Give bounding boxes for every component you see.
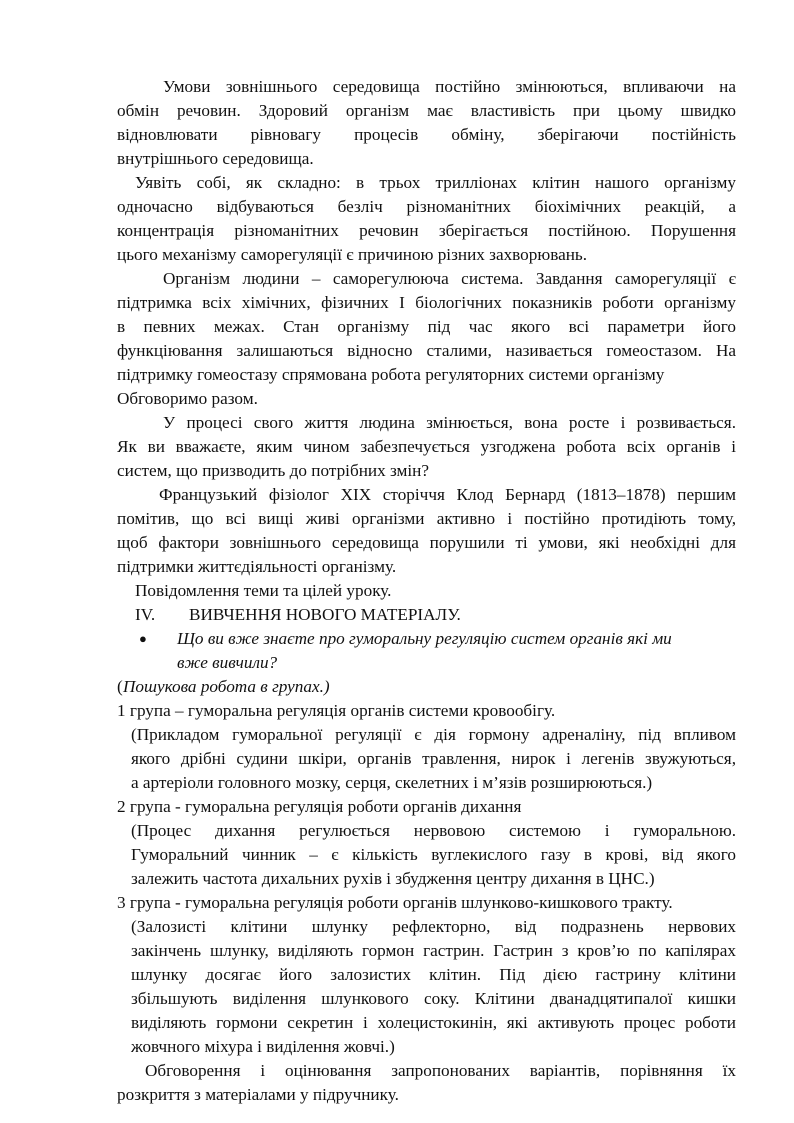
bullet-question-line-1: Що ви вже знаєте про гуморальну регуляцію систем органів які ми [177,629,672,648]
group-3-line-5: виділяють гормони секретин і холецистокинін, які активують процес роботи [131,1013,736,1032]
group-3-line-4: збільшують виділення шлункового соку. Клітини дванадцятипалої кишки [131,989,736,1008]
paragraph-3-line-1: Організм людини – саморегулююча система. Завдання саморегуляції є [163,269,736,288]
group-2-line-2: Гуморальний чинник – є кількість вуглекислого газу в крові, від якого [131,845,736,864]
group-3-line-1: (Залозисті клітини шлунку рефлекторно, від подразнень нервових [131,917,736,936]
bullet-icon: ● [139,631,147,646]
paragraph-3-line-6: Обговоримо разом. [117,389,258,408]
paragraph-1-line-3: відновлювати рівновагу процесів обміну, зберігаючи постійність [117,125,736,144]
paragraph-3-line-3: в певних межах. Стан організму під час якого всі параметри його [117,317,736,336]
group-note-open-paren: ( [117,677,123,696]
section-title: ВИВЧЕННЯ НОВОГО МАТЕРІАЛУ. [189,605,461,624]
paragraph-1-line-2: обмін речовин. Здоровий організм має властивість при цьому швидко [117,101,736,120]
paragraph-2-line-2: одночасно відбуваються безліч різноманітних біохімічних реакцій, а [117,197,736,216]
group-1-line-2: якого дрібні судини шкіри, органів травлення, нирок і легенів звужуються, [131,749,736,768]
bullet-question-line-2: вже вивчили? [177,653,278,672]
paragraph-1-line-4: внутрішнього середовища. [117,149,314,168]
paragraph-4-line-2: Як ви вважаєте, яким чином забезпечується узгоджена робота всіх органів і [117,437,736,456]
group-1-title: 1 група – гуморальна регуляція органів системи кровообігу. [117,701,556,720]
paragraph-3-line-5: підтримку гомеостазу спрямована робота регуляторних системи організму [117,365,665,384]
paragraph-2-line-1: Уявіть собі, як складно: в трьох трилліонах клітин нашого організму [135,173,736,192]
group-1-line-1: (Прикладом гуморальної регуляції є дія гормону адреналіну, під впливом [131,725,736,744]
paragraph-5-line-4: підтримки життєдіяльності організму. [117,557,397,576]
paragraph-2-line-3: концентрація різноманітних речовин зберігається постійною. Порушення [117,221,736,240]
group-note: Пошукова робота в групах.) [123,677,330,696]
paragraph-3-line-2: підтримка всіх хімічних, фізичних І біологічних показників роботи організму [117,293,736,312]
group-1-line-3: а артеріоли головного мозку, серця, скелетних і м’язів розширюються.) [131,773,653,792]
paragraph-5-line-3: щоб фактори зовнішнього середовища порушили ті умови, які необхідні для [117,533,736,552]
group-2-line-3: залежить частота дихальних рухів і збудження центру дихання в ЦНС.) [131,869,655,888]
group-2-line-1: (Процес дихання регулюється нервовою системою і гуморальною. [131,821,736,840]
section-number: IV. [135,605,156,624]
paragraph-7-line-1: Обговорення і оцінювання запропонованих варіантів, порівняння їх [145,1061,736,1080]
paragraph-4-line-1: У процесі свого життя людина змінюється, вона росте і розвивається. [163,413,736,432]
group-3-line-2: закінчень шлунку, виділяють гормон гастрин. Гастрин з кров’ю по капілярах [131,941,736,960]
paragraph-1-line-1: Умови зовнішнього середовища постійно змінюються, впливаючи на [163,77,736,96]
paragraph-5-line-1: Французький фізіолог XIX сторіччя Клод Бернард (1813–1878) першим [159,485,736,504]
paragraph-3-line-4: функціювання залишаються відносно сталими, називається гомеостазом. На [117,341,736,360]
paragraph-4-line-3: систем, що призводить до потрібних змін? [117,461,430,480]
group-3-line-3: шлунку досягає його залозистих клітин. Під дією гастрину клітини [131,965,736,984]
group-3-title: 3 група - гуморальна регуляція роботи органів шлунково-кишкового тракту. [117,893,673,912]
group-2-title: 2 група - гуморальна регуляція роботи органів дихання [117,797,522,816]
paragraph-5-line-2: помітив, що всі вищі живі організми активно і постійно протидіють тому, [117,509,736,528]
paragraph-6-line-1: Повідомлення теми та цілей уроку. [135,581,392,600]
group-3-line-6: жовчного міхура і виділення жовчі.) [131,1037,395,1056]
paragraph-2-line-4: цього механізму саморегуляції є причиною різних захворювань. [117,245,588,264]
paragraph-7-line-2: розкриття з матеріалами у підручнику. [117,1085,399,1104]
